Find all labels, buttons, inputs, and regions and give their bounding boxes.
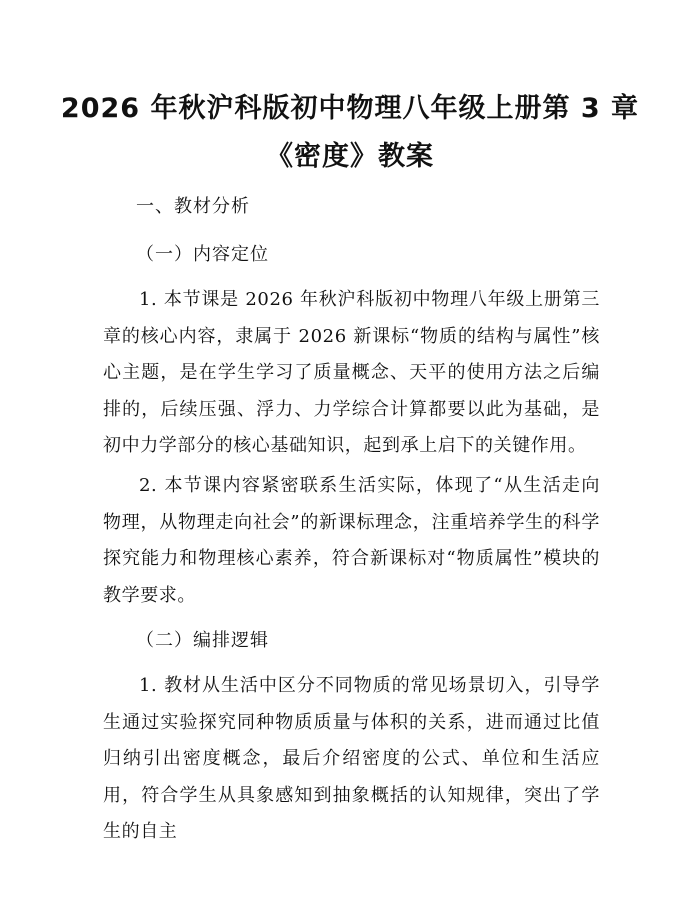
paragraph: 2. 本节课内容紧密联系生活实际，体现了“从生活走向物理，从物理走向社会”的新课标理念，注重培养学生的科学探究能力和物理核心素养，符合新课标对“物质属性”模块的教学要求。 — [103, 475, 600, 606]
paragraph: 1. 本节课是 2026 年秋沪科版初中物理八年级上册第三章的核心内容，隶属于 2026 新课标“物质的结构与属性”核心主题，是在学生学习了质量概念、天平的使用方法之后编排的，后续压强、浮力、力学综合计算都要以此为基础，是初中力学部分的核心基础知识，起到承上启下的关键作用。 — [103, 289, 600, 457]
document-title-line-2: 《密度》教案 — [266, 141, 434, 172]
section-heading-textbook-analysis: 一、教材分析 — [136, 196, 250, 217]
document-title-line-1: 2026 年秋沪科版初中物理八年级上册第 3 章 — [60, 93, 640, 124]
paragraph: 1. 教材从生活中区分不同物质的常见场景切入，引导学生通过实验探究同种物质质量与体积的关系，进而通过比值归纳引出密度概念，最后介绍密度的公式、单位和生活应用，符合学生从具象感知到抽象概括的认知规律，突出了学生的自主 — [103, 675, 600, 843]
subsection-heading-arrangement-logic: （二）编排逻辑 — [136, 630, 269, 651]
subsection-heading-content-positioning: （一）内容定位 — [136, 244, 269, 265]
